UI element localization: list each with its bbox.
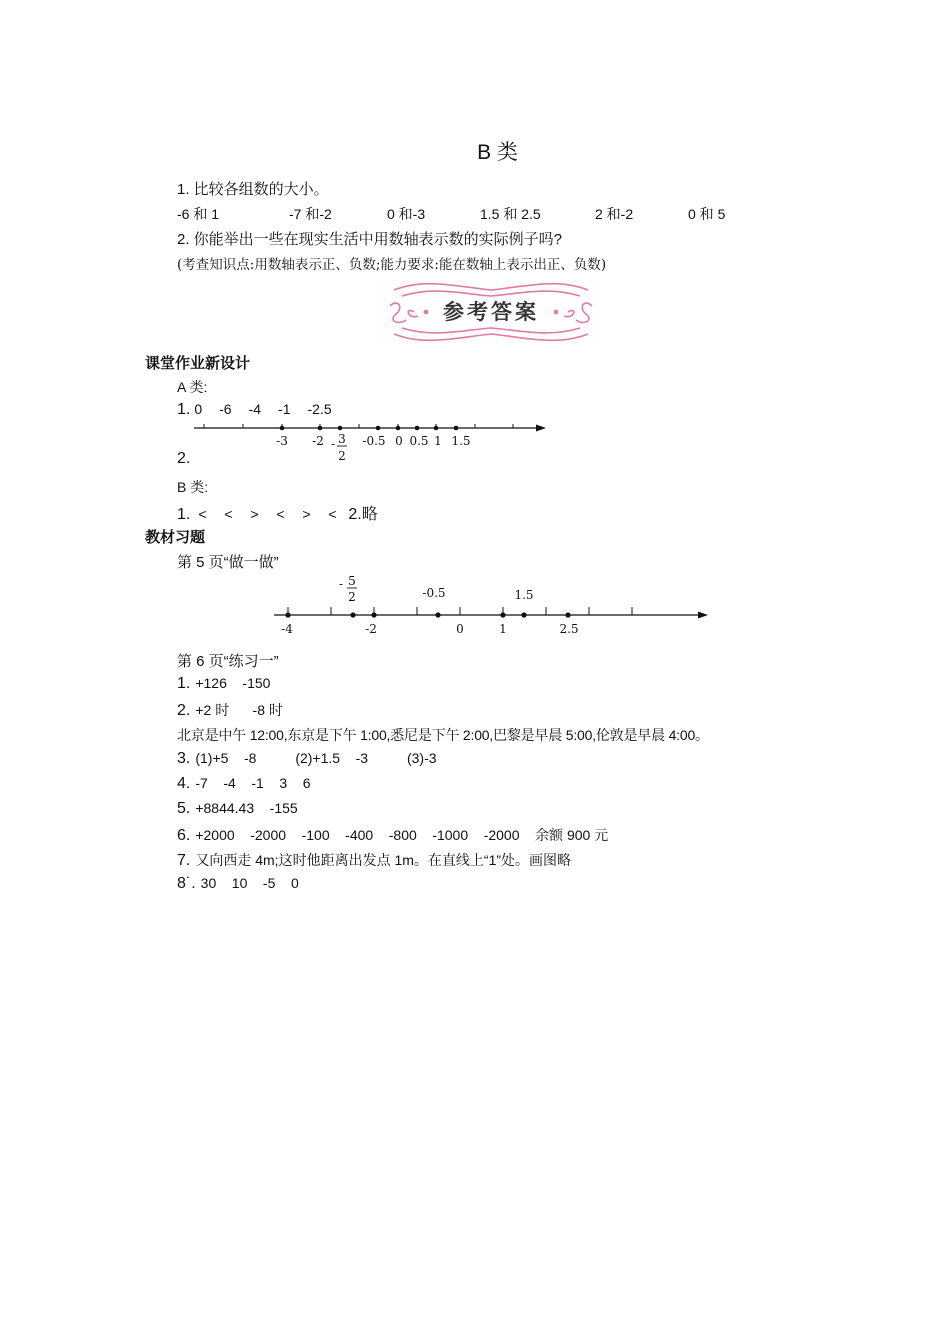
tick-label: 2: [348, 590, 356, 604]
pair-4: 1.5 和 2.5: [480, 206, 541, 222]
exercise-1: [177, 675, 270, 693]
banner-text: 参考答案: [443, 299, 539, 324]
a1-answer: [177, 401, 332, 419]
textbook-heading: 教材习题: [145, 529, 206, 546]
tick-label: 2.5: [559, 622, 579, 636]
point: [280, 426, 285, 431]
page5-label: 第 5 页“做一做”: [177, 554, 279, 571]
exercise-4: [177, 775, 311, 793]
exercise-5: [177, 800, 298, 818]
page6-label: 第 6 页“练习一”: [177, 653, 279, 670]
point: [415, 426, 420, 431]
tick-label: 1.5: [451, 434, 471, 448]
tick-label: 3: [338, 432, 346, 446]
exercise-6: [177, 825, 608, 845]
class-b-label: B 类:: [177, 479, 209, 495]
exercise-8: [177, 875, 299, 893]
a2-number: 2.: [177, 450, 191, 467]
question-2: 2. 你能举出一些在现实生活中用数轴表示数的实际例子吗?: [177, 231, 563, 248]
pair-1: -6 和 1: [177, 206, 220, 222]
b1-value: <: [198, 506, 207, 522]
pair-6: 0 和 5: [688, 206, 726, 222]
ticks: [204, 424, 513, 428]
pair-5: 2 和-2: [595, 206, 634, 222]
exercise-number: 2.: [177, 702, 191, 719]
tick-label: -2: [312, 434, 324, 448]
tick-label: 0: [456, 622, 464, 636]
point: [350, 612, 355, 617]
comparison-pairs: [177, 204, 725, 224]
tick-label: -4: [281, 622, 293, 636]
b1-value: <: [276, 506, 285, 522]
exercise-number: 6.: [177, 827, 191, 844]
point: [454, 426, 459, 431]
tick-label: -3: [276, 434, 288, 448]
class-a-label: A 类:: [177, 379, 208, 395]
b1-number: 1.: [177, 506, 191, 523]
point: [338, 426, 343, 431]
b2-answer: 2.略: [348, 506, 378, 523]
point: [434, 426, 439, 431]
exercise-text: +2 时 -8 时: [195, 702, 283, 718]
tick-label: 1: [434, 434, 442, 448]
ticks: [288, 607, 632, 615]
b1-value: <: [328, 506, 337, 522]
tick-label: 1: [499, 622, 507, 636]
b1-value: <: [224, 506, 233, 522]
b1-value: >: [250, 506, 259, 522]
point: [396, 426, 401, 431]
tick-label: 0.5: [409, 434, 429, 448]
tick-label: 5: [348, 574, 356, 588]
exercise-number: 1.: [177, 675, 191, 692]
exercise-text: -7 -4 -1 3 6: [195, 775, 311, 791]
a1-value: -4: [248, 401, 262, 417]
tick-label: -: [338, 577, 344, 591]
axis-arrow: [536, 425, 546, 432]
exercise-number: 4.: [177, 775, 191, 792]
tick-label: -0.5: [362, 434, 386, 448]
a1-value: -1: [278, 401, 291, 417]
pair-3: 0 和-3: [387, 206, 426, 222]
classwork-heading: 课堂作业新设计: [145, 355, 251, 372]
a1-value: -2.5: [307, 401, 332, 417]
point: [521, 612, 526, 617]
pair-2: -7 和-2: [289, 206, 332, 222]
exercise-number: 8˙.: [177, 875, 196, 892]
a1-number: 1.: [177, 401, 191, 418]
exercise-2: [177, 700, 283, 720]
exercise-3: [177, 750, 437, 768]
number-line-2: [270, 572, 715, 640]
exercise-number: 3.: [177, 750, 191, 767]
b1-value: >: [302, 506, 311, 522]
point: [318, 426, 323, 431]
exercise-text: +2000 -2000 -100 -400 -800 -1000 -2000 余额 900 元: [195, 827, 609, 843]
tick-label: 2: [338, 449, 346, 463]
a1-value: -6: [219, 401, 232, 417]
axis-arrow: [698, 612, 708, 619]
exercise-number: 7.: [177, 852, 191, 869]
exercise-2-detail: [177, 725, 709, 745]
point: [285, 612, 290, 617]
point: [500, 612, 505, 617]
exercise-text: 北京是中午 12:00,东京是下午 1:00,悉尼是下午 2:00,巴黎是早晨 5:00,伦敦是早晨 4:00。: [177, 727, 709, 743]
exercise-number: 5.: [177, 800, 191, 817]
tick-label: -0.5: [422, 586, 446, 600]
point: [435, 612, 440, 617]
point: [371, 612, 376, 617]
page-title: B 类: [477, 141, 518, 164]
tick-label: -2: [365, 622, 377, 636]
a1-value: 0: [194, 401, 203, 417]
question-1: 1. 比较各组数的大小。: [177, 181, 329, 198]
point: [565, 612, 570, 617]
answer-banner: [384, 276, 598, 348]
point: [376, 426, 381, 431]
b1-answer: [177, 501, 378, 524]
exercise-7: [177, 850, 571, 870]
knowledge-note: (考查知识点:用数轴表示正、负数;能力要求:能在数轴上表示出正、负数): [177, 257, 607, 273]
tick-label: 0: [395, 434, 403, 448]
exercise-text: 30 10 -5 0: [200, 875, 299, 891]
exercise-text: +126 -150: [195, 675, 271, 691]
tick-label: -: [330, 437, 336, 451]
tick-label: 1.5: [514, 588, 534, 602]
exercise-text: (1)+5 -8 (2)+1.5 -3 (3)-3: [195, 750, 437, 766]
exercise-text: 又向西走 4m;这时他距离出发点 1m。在直线上“1”处。画图略: [195, 852, 572, 868]
exercise-text: +8844.43 -155: [195, 800, 298, 816]
number-line-1: [190, 418, 550, 466]
